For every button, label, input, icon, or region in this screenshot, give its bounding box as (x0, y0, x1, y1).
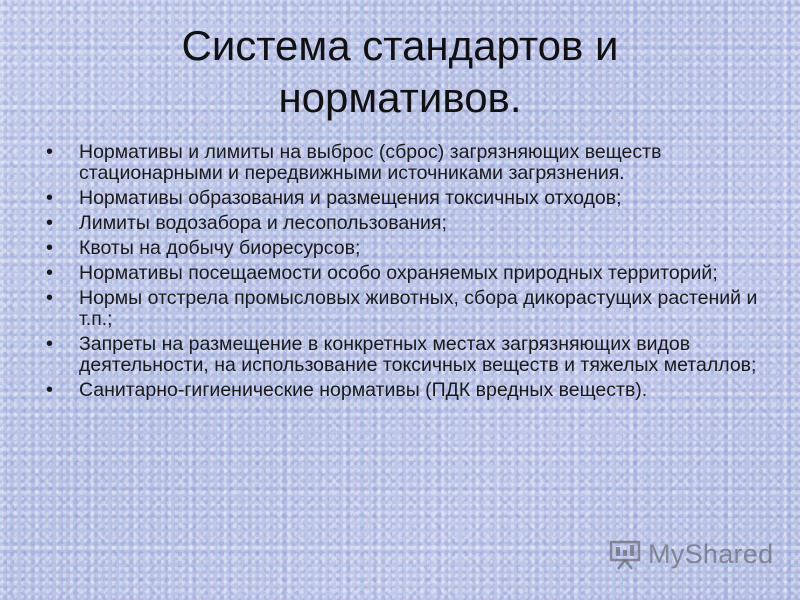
bullet-item: • Квоты на добычу биоресурсов; (46, 238, 766, 259)
slide-title-line-1: Система стандартов и (181, 22, 619, 69)
bullet-item: • Нормативы и лимиты на выброс (сброс) загрязняющих веществ стационарными и передвижными источниками загрязнения. (46, 142, 766, 184)
bullet-item: • Запреты на размещение в конкретных местах загрязняющих видов деятельности, на использование токсичных веществ и тяжелых металлов; (46, 334, 766, 376)
slide-title-line-2: нормативов. (278, 74, 522, 121)
myshared-watermark (608, 536, 773, 572)
bullet-item: • Санитарно-гигиенические нормативы (ПДК вредных веществ). (46, 380, 766, 401)
bullet-item: • Нормативы образования и размещения токсичных отходов; (46, 188, 766, 209)
bullet-item: • Нормативы посещаемости особо охраняемых природных территорий; (46, 263, 766, 284)
slide-title (0, 20, 800, 124)
watermark-text: MyShared (648, 538, 774, 569)
bullet-list (46, 142, 766, 405)
bullet-item: • Нормы отстрела промысловых животных, сбора дикорастущих растений и т.п.; (46, 288, 766, 330)
bullet-item: • Лимиты водозабора и лесопользования; (46, 213, 766, 234)
presentation-board-icon (608, 537, 642, 571)
